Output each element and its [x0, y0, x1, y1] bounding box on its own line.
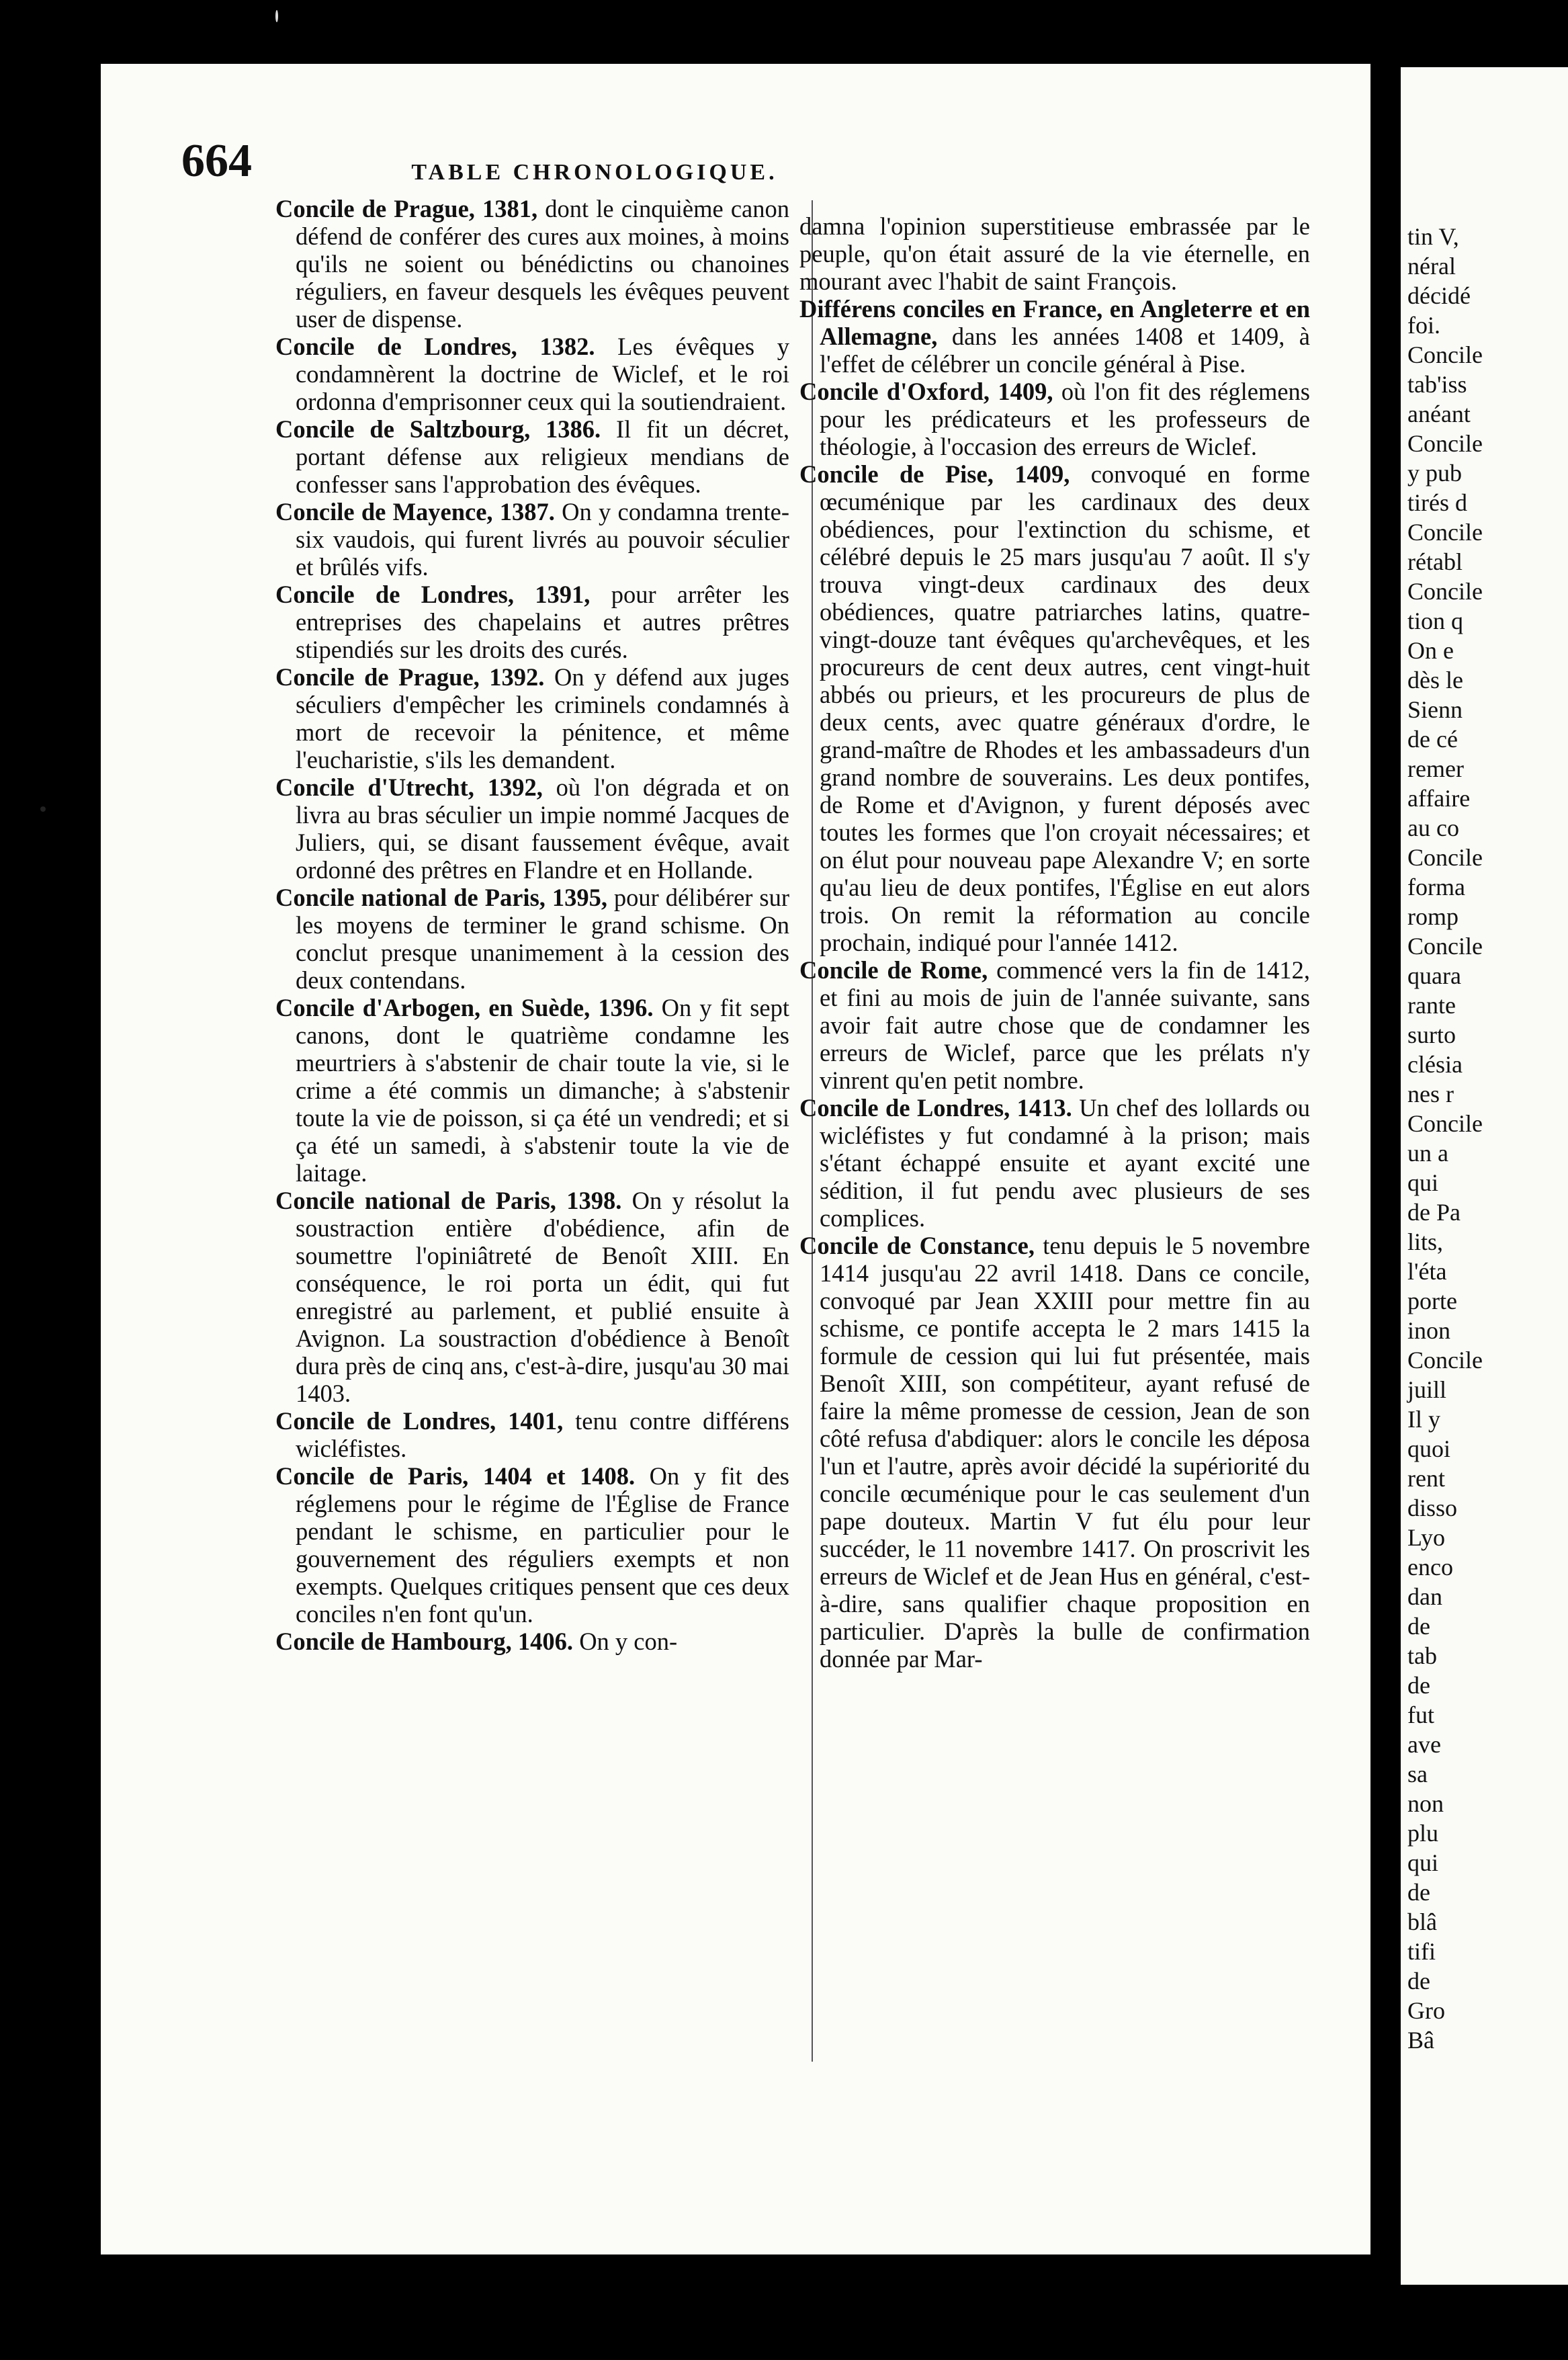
council-description: On y fit des réglemens pour le régime de l'Église de France pendant le schisme, en particulier pour le gouvernement des réguliers exempts et non exempts. Quelques critiques pensent que ces deux conciles n'en font qu'un.: [296, 1462, 789, 1628]
council-heading: Concile national de Paris, 1395,: [275, 884, 607, 911]
council-heading: Concile de Paris, 1404 et 1408.: [275, 1462, 636, 1490]
council-heading: Concile de Londres, 1382.: [275, 333, 595, 360]
council-description: commencé vers la fin de 1412, et fini au mois de juin de l'année suivante, sans avoir fait autre chose que de condamner les erreurs de Wiclef, parce que les prélats n'y vinrent qu'en petit nombre.: [820, 956, 1310, 1094]
next-page-fragment: tab'iss: [1407, 371, 1467, 398]
council-entry: [275, 1462, 789, 1628]
next-page-fragment: néral: [1407, 253, 1456, 280]
next-page-fragment: affaire: [1407, 785, 1471, 812]
council-entry: [799, 956, 1310, 1094]
council-entry: [275, 581, 789, 663]
next-page-fragment: un a: [1407, 1140, 1448, 1167]
next-page-fragment: au co: [1407, 814, 1459, 841]
next-page-fragment: disso: [1407, 1494, 1458, 1521]
next-page-fragment: surto: [1407, 1021, 1456, 1048]
council-heading: Concile de Prague, 1392.: [275, 663, 545, 691]
next-page-fragment: clésia: [1407, 1051, 1463, 1078]
next-page-fragment: sa: [1407, 1761, 1428, 1787]
next-page-fragment: On e: [1407, 637, 1454, 664]
council-heading: Concile de Londres, 1413.: [799, 1094, 1072, 1122]
next-page-fragment: inon: [1407, 1317, 1451, 1344]
next-page-fragment: Concile: [1407, 430, 1483, 457]
next-page-fragment: Concile: [1407, 844, 1483, 871]
council-description: On y con-: [573, 1628, 678, 1655]
next-page-fragment: romp: [1407, 903, 1458, 930]
council-heading: Concile de Saltzbourg, 1386.: [275, 415, 601, 443]
next-page-fragment: rétabl: [1407, 548, 1463, 575]
next-page-fragment: tifi: [1407, 1938, 1436, 1965]
next-page-fragment: de: [1407, 1672, 1430, 1699]
page-number: 664: [181, 135, 252, 187]
next-page-fragment: Lyo: [1407, 1524, 1446, 1551]
council-heading: Concile de Constance,: [799, 1232, 1035, 1259]
council-heading: Concile d'Utrecht, 1392,: [275, 773, 543, 801]
next-page-fragment: plu: [1407, 1820, 1439, 1847]
council-heading: Concile d'Oxford, 1409,: [799, 378, 1053, 405]
scan-speck: [275, 10, 278, 22]
next-page-fragment: Concile: [1407, 578, 1483, 605]
next-page-fragments: [1407, 222, 1483, 2055]
next-page-fragment: rent: [1407, 1465, 1445, 1492]
council-heading: Concile de Pise, 1409,: [799, 460, 1070, 488]
council-description: où l'on dégrada et on livra au bras séculier un impie nommé Jacques de Juliers, qui, se disant faussement évêque, avait ordonné des prêtres en Flandre et en Hollande.: [296, 773, 789, 884]
left-column: [275, 195, 789, 1655]
next-page-fragment: Sienn: [1407, 696, 1463, 723]
council-description: On y défend aux juges séculiers d'empêcher les criminels condamnés à mort de recevoir la pénitence, et même l'eucharistie, s'ils les demandent.: [296, 663, 789, 773]
next-page-fragment: Concile: [1407, 933, 1483, 960]
next-page-fragment: Bâ: [1407, 2027, 1434, 2054]
council-entry: [275, 415, 789, 498]
book-page-right-edge: [1401, 67, 1568, 2285]
council-description: Les évêques y condamnèrent la doctrine de Wiclef, et le roi ordonna d'emprisonner ceux qui la soutiendraient.: [296, 333, 789, 415]
next-page-fragment: Concile: [1407, 341, 1483, 368]
next-page-fragment: Concile: [1407, 1110, 1483, 1137]
council-heading: Concile d'Arbogen, en Suède, 1396.: [275, 994, 654, 1021]
council-entry: [275, 1187, 789, 1407]
next-page-fragment: décidé: [1407, 282, 1471, 309]
council-description: dont le cinquième canon défend de conférer des cures aux moines, à moins qu'ils ne soient ou bénédictins ou chanoines réguliers, en faveur desquels les évêques peuvent user de dispense.: [296, 195, 789, 333]
council-heading: Concile de Rome,: [799, 956, 988, 984]
next-page-fragment: qui: [1407, 1849, 1439, 1876]
council-description: tenu depuis le 5 novembre 1414 jusqu'au 22 avril 1418. Dans ce concile, convoqué par Jean XXIII pour mettre fin au schisme, ce pontife accepta le 2 mars 1415 la formule de cession qui lui fut présentée, mais Benoît XIII, son compétiteur, ayant refusé de faire la même promesse de cession, Jean de son côté refusa d'abdiquer: alors le concile les déposa l'un et l'autre, après avoir décidé la supériorité du concile œcuménique pour le cas seulement d'un pape douteux. Martin V fut élu pour leur succéder, le 11 novembre 1417. On proscrivit les erreurs de Wiclef et de Jean Hus en général, c'est-à-dire, sans qualifier chaque proposition en particulier. D'après la bulle de confirmation donnée par Mar-: [820, 1232, 1310, 1673]
council-entry: [275, 663, 789, 773]
next-page-fragment: foi.: [1407, 312, 1440, 339]
council-entry: [275, 195, 789, 333]
council-heading: Concile national de Paris, 1398.: [275, 1187, 622, 1214]
council-heading: Concile de Mayence, 1387.: [275, 498, 555, 525]
next-page-fragment: Concile: [1407, 1347, 1483, 1374]
council-entry: [799, 378, 1310, 460]
council-description: On y fit sept canons, dont le quatrième condamne les meurtriers à s'abstenir de chair toute la vie, si le crime a été commis un dimanche; à s'abstenir toute la vie de poisson, si ça été un vendredi; et si ça été un samedi, à s'abstenir toute la vie de laitage.: [296, 994, 789, 1187]
council-description: où l'on fit des réglemens pour les prédicateurs et les professeurs de théologie, à l'occasion des erreurs de Wiclef.: [820, 378, 1311, 460]
council-heading: Différens conciles en France, en Angleterre et en Allemagne,: [799, 295, 1310, 350]
next-page-fragment: non: [1407, 1790, 1444, 1817]
next-page-fragment: nes r: [1407, 1081, 1454, 1107]
next-page-fragment: porte: [1407, 1288, 1457, 1314]
council-entry: [799, 1232, 1310, 1673]
council-entry: [275, 333, 789, 415]
next-page-fragment: quoi: [1407, 1435, 1451, 1462]
next-page-fragment: Concile: [1407, 519, 1483, 546]
council-entry: [799, 295, 1310, 378]
page-header: [181, 134, 1008, 195]
council-description: pour arrêter les entreprises des chapelains et autres prêtres stipendiés sur les droits des curés.: [296, 581, 789, 663]
next-page-fragment: de Pa: [1407, 1199, 1461, 1226]
next-page-fragment: lits,: [1407, 1228, 1444, 1255]
next-page-fragment: tion q: [1407, 607, 1464, 634]
next-page-fragment: dès le: [1407, 667, 1463, 693]
council-description: Un chef des lollards ou wicléfistes y fut condamné à la prison; mais s'étant échappé ensuite et ayant excité une sédition, il fut pendu avec plusieurs de ses complices.: [820, 1094, 1310, 1232]
next-page-fragment: tin V,: [1407, 223, 1459, 250]
council-heading: Concile de Hambourg, 1406.: [275, 1628, 574, 1655]
next-page-fragment: tirés d: [1407, 489, 1467, 516]
council-heading: Concile de Prague, 1381,: [275, 195, 538, 222]
council-description: On y condamna trente-six vaudois, qui furent livrés au pouvoir séculier et brûlés vifs.: [296, 498, 790, 581]
next-page-fragment: l'éta: [1407, 1258, 1447, 1285]
council-heading: Concile de Londres, 1401,: [275, 1407, 564, 1435]
next-page-fragment: juill: [1407, 1376, 1447, 1403]
council-description: pour délibérer sur les moyens de terminer le grand schisme. On conclut presque unanimement à la cession des deux contendans.: [296, 884, 789, 994]
council-entry: [799, 460, 1310, 956]
next-page-fragment: remer: [1407, 755, 1464, 782]
next-page-fragment: fut: [1407, 1701, 1434, 1728]
next-page-fragment: dan: [1407, 1583, 1442, 1610]
next-page-fragment: de: [1407, 1613, 1430, 1640]
next-page-fragment: rante: [1407, 992, 1456, 1019]
council-entry: [275, 884, 789, 994]
next-page-fragment: tab: [1407, 1642, 1437, 1669]
council-description: tenu contre différens wicléfistes.: [296, 1407, 790, 1462]
next-page-fragment: Gro: [1407, 1997, 1445, 2024]
council-entry: [275, 1407, 789, 1462]
council-description: dans les années 1408 et 1409, à l'effet de célébrer un concile général à Pise.: [820, 323, 1310, 378]
next-page-fragment: de: [1407, 1879, 1430, 1906]
next-page-fragment: anéant: [1407, 401, 1471, 427]
council-entry: [275, 498, 789, 581]
next-page-fragment: y pub: [1407, 460, 1462, 487]
council-description: convoqué en forme œcuménique par les cardinaux des deux obédiences, pour l'extinction du schisme, et célébré depuis le 25 mars jusqu'au 7 août. Il s'y trouva vingt-deux cardinaux des deux obédiences, quatre patriarches latins, quatre-vingt-douze tant évêques qu'archevêques, et les procureurs de cent deux autres, cent vingt-huit abbés ou prieurs, et les procureurs de plus de deux cents, avec quatre généraux d'ordre, le grand-maître de Rhodes et les ambassadeurs d'un grand nombre de souverains. Les deux pontifes, de Rome et d'Avignon, y furent déposés avec toutes les formes que l'on croyait nécessaires; et on élut pour nouveau pape Alexandre V; en sorte qu'au lieu de deux pontifes, l'Église en eut alors trois. On remit la réformation au concile prochain, indiqué pour l'année 1412.: [820, 460, 1310, 956]
council-description: Il fit un décret, portant défense aux religieux mendians de confesser sans l'approbation des évêques.: [296, 415, 789, 498]
next-page-fragment: de cé: [1407, 726, 1458, 753]
running-title: TABLE CHRONOLOGIQUE.: [411, 160, 778, 185]
council-heading: Concile de Londres, 1391,: [275, 581, 591, 608]
continued-text: damna l'opinion superstitieuse embrassée par le peuple, qu'on était assuré de la vie éternelle, en mourant avec l'habit de saint François.: [799, 212, 1310, 295]
next-page-fragment: Il y: [1407, 1406, 1440, 1433]
right-column: [799, 212, 1310, 1673]
council-entry: [275, 773, 789, 884]
next-page-fragment: qui: [1407, 1169, 1439, 1196]
next-page-fragment: enco: [1407, 1554, 1453, 1581]
next-page-fragment: ave: [1407, 1731, 1441, 1758]
next-page-fragment: forma: [1407, 874, 1465, 900]
council-entry: [275, 1628, 789, 1655]
next-page-fragment: quara: [1407, 962, 1461, 989]
council-entry: [799, 1094, 1310, 1232]
next-page-fragment: blâ: [1407, 1908, 1437, 1935]
scan-speck: [40, 806, 46, 812]
council-entry: [275, 994, 789, 1187]
next-page-fragment: de: [1407, 1968, 1430, 1994]
council-description: On y résolut la soustraction entière d'obédience, afin de soumettre l'opiniâtreté de Benoît XIII. En conséquence, le roi porta un édit, qui fut enregistré au parlement, et publié ensuite à Avignon. La soustraction d'obédience à Benoît dura près de cinq ans, c'est-à-dire, jusqu'au 30 mai 1403.: [296, 1187, 790, 1407]
